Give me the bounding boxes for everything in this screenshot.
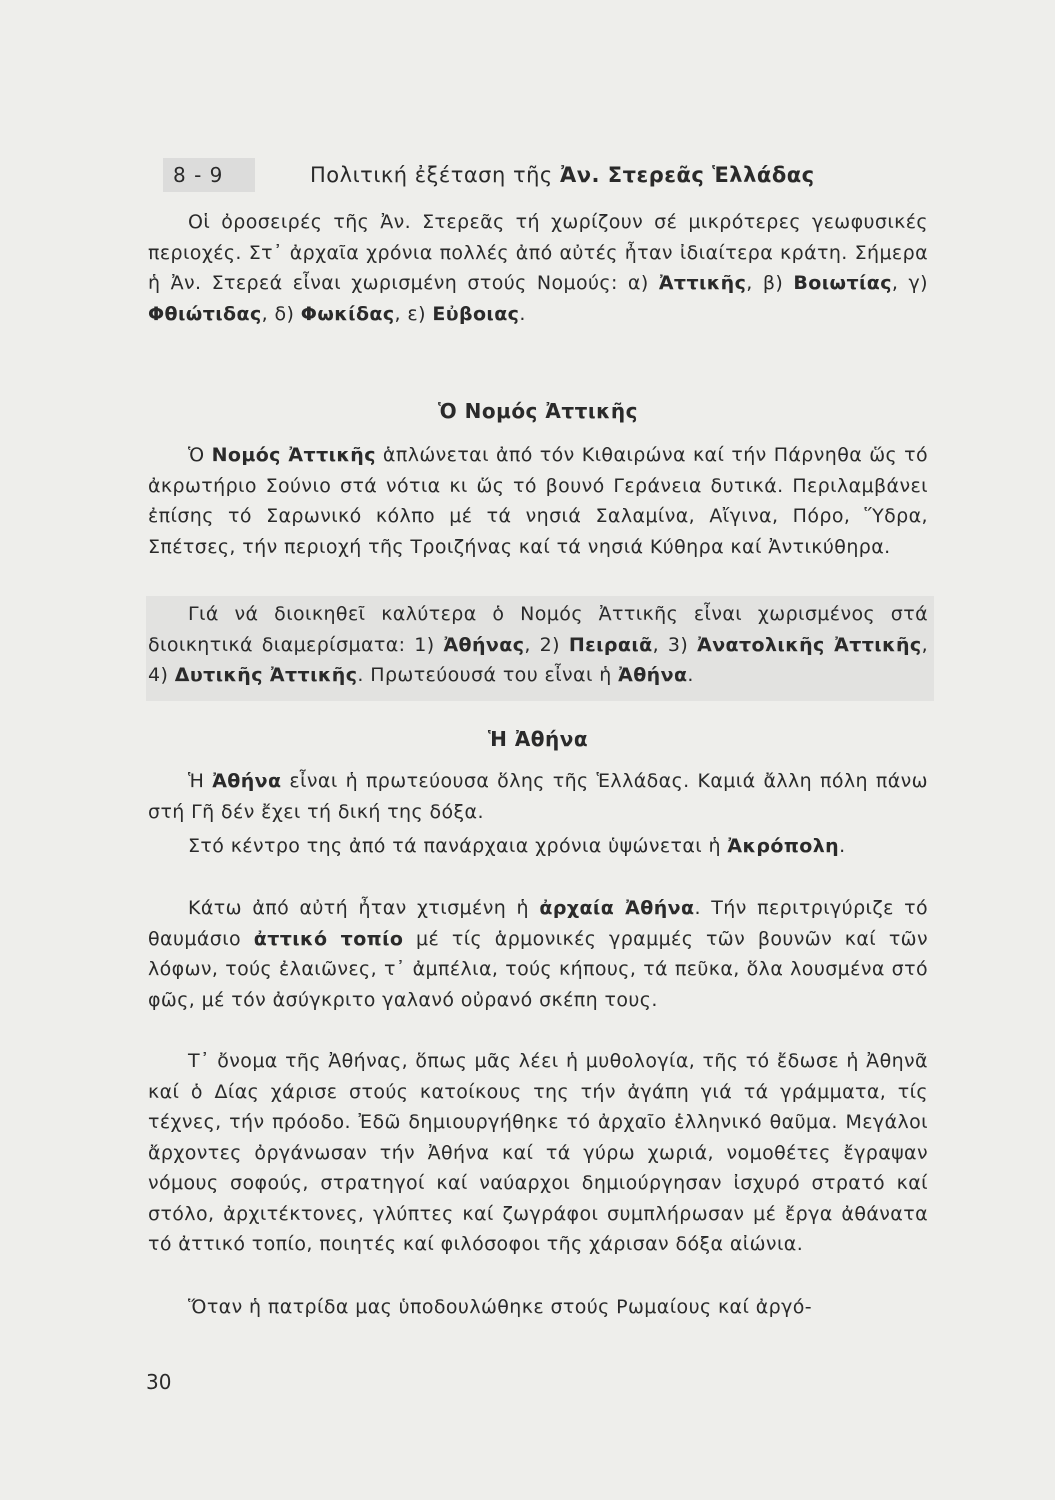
section-heading [163, 155, 933, 195]
section-number: 8 - 9 [163, 158, 255, 192]
attica-paragraph-2: Γιά νά διοικηθεῖ καλύτερα ὁ Νομός Ἀττικῆς εἶναι χωρισμένος στά διοικητικά διαμερίσματα: 1) Ἀθήνας, 2) Πειραιᾶ, 3) Ἀνατολικῆς Ἀττικῆς, 4) Δυτικῆς Ἀττικῆς. Πρωτεύουσά του εἶναι ἡ Ἀθήνα. [148, 603, 929, 686]
athens-paragraph-3: Κάτω ἀπό αὐτή ἦταν χτισμένη ἡ ἀρχαία Ἀθήνα. Τήν περιτριγύριζε τό θαυμάσιο ἀττικό τοπίο μέ τίς ἁρμονικές γραμμές τῶν βουνῶν καί τῶν λόφων, τούς ἐλαιῶνες, τ᾿ ἀμπέλια, τούς κήπους, τά πεῦκα, ὅλα λουσμένα στό φῶς, μέ τόν ἀσύγκριτο γαλανό οὐρανό σκέπη τους. [148, 897, 929, 1011]
page-number: 30 [146, 1370, 172, 1394]
intro-paragraph: Οἱ ὀροσειρές τῆς Ἀν. Στερεᾶς τή χωρίζουν σέ μικρότερες γεωφυσικές περιοχές. Στ᾿ ἀρχαῖα χρόνια πολλές ἀπό αὐτές ἦταν ἰδιαίτερα κράτη. Σήμερα ἡ Ἀν. Στερεά εἶναι χωρισμένη στούς Νομούς: α) Ἀττικῆς, β) Βοιωτίας, γ) Φθιώτιδας, δ) Φωκίδας, ε) Εὐβοιας. [148, 211, 928, 325]
subheading-athens: Ἡ Ἀθήνα [487, 727, 589, 751]
athens-paragraph-1: Ἡ Ἀθήνα εἶναι ἡ πρωτεύουσα ὅλης τῆς Ἑλλάδας. Καμιά ἄλλη πόλη πάνω στή Γῆ δέν ἔχει τή δική της δόξα. [148, 770, 928, 823]
athens-paragraph-5: Ὅταν ἡ πατρίδα μας ὑποδουλώθηκε στούς Ρωμαίους καί ἀργό- [188, 1296, 813, 1318]
attica-paragraph-1: Ὁ Νομός Ἀττικῆς ἁπλώνεται ἀπό τόν Κιθαιρώνα καί τήν Πάρνηθα ὥς τό ἀκρωτήριο Σούνιο στά νότια κι ὥς τό βουνό Γεράνεια δυτικά. Περιλαμβάνει ἐπίσης τό Σαρωνικό κόλπο μέ τά νησιά Σαλαμίνα, Αἴγινα, Πόρο, Ὕδρα, Σπέτσες, τήν περιοχή τῆς Τροιζήνας καί τά νησιά Κύθηρα καί Ἀντικύθηρα. [148, 444, 928, 558]
section-title: Πολιτική ἐξέταση τῆς Ἀν. Στερεᾶς Ἑλλάδας [310, 163, 815, 187]
athens-paragraph-2: Στό κέντρο της ἀπό τά πανάρχαια χρόνια ὑψώνεται ἡ Ἀκρόπολη. [188, 835, 846, 857]
subheading-attica: Ὁ Νομός Ἀττικῆς [438, 399, 638, 423]
athens-paragraph-4: Τ᾿ ὄνομα τῆς Ἀθήνας, ὅπως μᾶς λέει ἡ μυθολογία, τῆς τό ἔδωσε ἡ Ἀθηνᾶ καί ὁ Δίας χάρισε στούς κατοίκους της τήν ἀγάπη γιά τά γράμματα, τίς τέχνες, τήν πρόοδο. Ἐδῶ δημιουργήθηκε τό ἀρχαῖο ἑλληνικό θαῦμα. Μεγάλοι ἄρχοντες ὀργάνωσαν τήν Ἀθήνα καί τά γύρω χωριά, νομοθέτες ἔγραψαν νόμους σοφούς, στρατηγοί καί ναύαρχοι δημιούργησαν ἰσχυρό στρατό καί στόλο, ἀρχιτέκτονες, γλύπτες καί ζωγράφοι συμπλήρωσαν μέ ἔργα ἀθάνατα τό ἀττικό τοπίο, ποιητές καί φιλόσοφοι τῆς χάρισαν δόξα αἰώνια. [148, 1050, 928, 1255]
